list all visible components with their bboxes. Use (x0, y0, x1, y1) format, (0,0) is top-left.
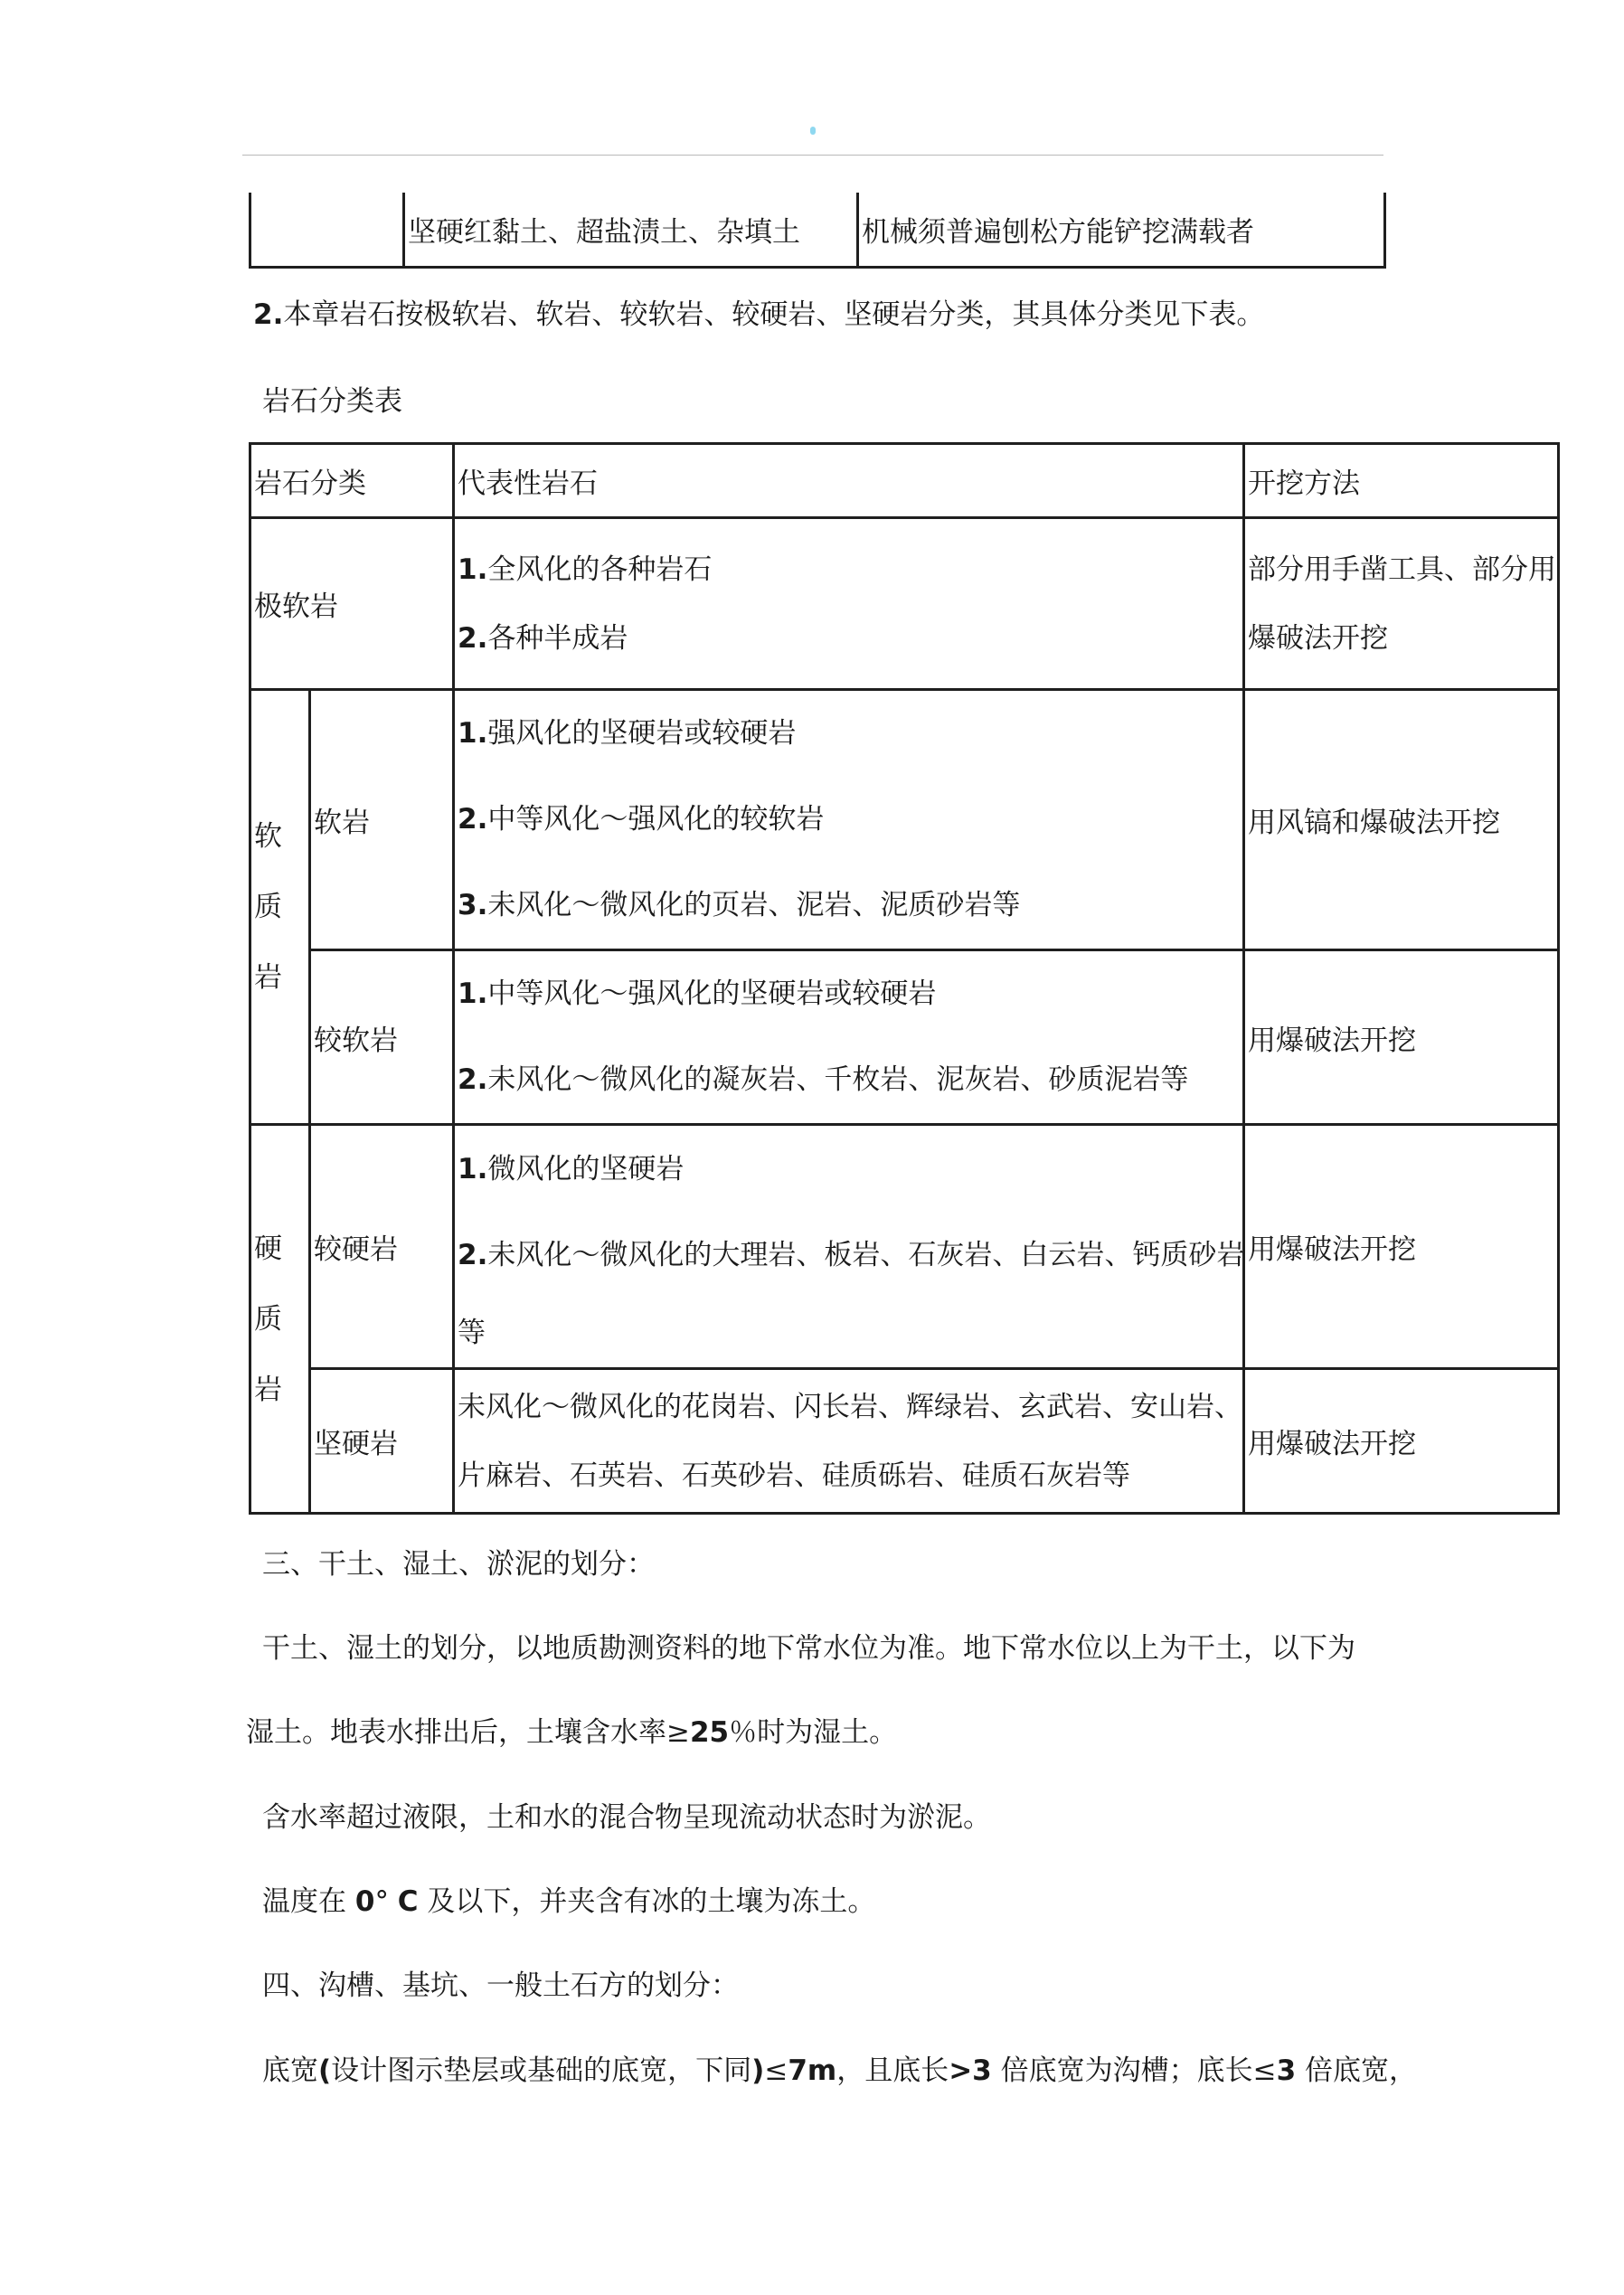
rock-items (454, 1369, 1244, 1514)
item-text: 片麻岩、石英岩、石英砂岩、硅质砾岩、硅质石灰岩等 (458, 1459, 1130, 1492)
text-span: ( (318, 2054, 332, 2087)
group-char: 硬 (254, 1232, 282, 1265)
paragraph-line: 干土、湿土的划分，以地质勘测资料的地下常水位为准。地下常水位以上为干土，以下为 (262, 1632, 1355, 1665)
number: 25 (689, 1716, 730, 1749)
item-text: 中等风化～强风化的坚硬岩或较硬岩 (487, 978, 937, 1010)
rock-items (454, 950, 1244, 1125)
table-row (250, 518, 1559, 690)
text-span: 倍底宽为沟槽；底长≤ (991, 2054, 1277, 2087)
text-span: 及以下，并夹含有冰的土壤为冻土。 (418, 1885, 876, 1918)
excavation-method (1244, 518, 1559, 690)
table-cell: 坚硬红黏土、超盐渍土、杂填土 (404, 193, 858, 268)
item-text-continuation: 等 (458, 1316, 486, 1349)
rock-name: 较软岩 (310, 950, 454, 1125)
group-label-hard (250, 1125, 310, 1514)
table-row (250, 950, 1559, 1125)
rock-name: 较硬岩 (310, 1125, 454, 1369)
group-label-soft (250, 690, 310, 1125)
intro-text: 本章岩石按极软岩、软岩、较软岩、较硬岩、坚硬岩分类，其具体分类见下表。 (283, 298, 1265, 331)
rock-name: 极软岩 (250, 518, 454, 690)
paragraph-line (262, 2047, 1417, 2088)
item-number: 2. (458, 621, 488, 655)
item-number: 3. (458, 889, 488, 921)
table-row (250, 1125, 1559, 1369)
section-heading-3: 三、干土、湿土、淤泥的划分： (262, 1548, 655, 1581)
header-representative-rock: 代表性岩石 (454, 444, 1244, 518)
item-number: 1. (458, 978, 488, 1010)
excavation-method: 用爆破法开挖 (1244, 1369, 1559, 1514)
text-span: ° (374, 1885, 398, 1918)
text-span: ) (751, 2054, 765, 2087)
table-cell: 机械须普遍刨松方能铲挖满载者 (858, 193, 1385, 268)
item-text: 中等风化～强风化的较软岩 (487, 803, 825, 836)
text-span: ，且底长 (836, 2054, 949, 2087)
text-span: 湿土。地表水排出后，土壤含水率≥ (246, 1716, 690, 1749)
paragraph-line: 含水率超过液限，土和水的混合物呈现流动状态时为淤泥。 (262, 1801, 991, 1834)
item-number: 2. (458, 1238, 488, 1271)
intro-paragraph (253, 291, 1264, 332)
method-line: 爆破法开挖 (1248, 621, 1388, 655)
item-text: 强风化的坚硬岩或较硬岩 (487, 717, 797, 750)
rock-name: 软岩 (310, 690, 454, 950)
table-row (250, 193, 1385, 268)
group-char: 岩 (254, 961, 282, 994)
rock-name: 坚硬岩 (310, 1369, 454, 1514)
item-number: 2. (458, 803, 488, 836)
header-rule (242, 155, 1383, 156)
text-span: 倍底宽， (1296, 2054, 1418, 2087)
unit: C (397, 1885, 419, 1918)
item-number: 2. (458, 1063, 488, 1096)
table-row (250, 690, 1559, 950)
item-text: 未风化～微风化的大理岩、板岩、石灰岩、白云岩、钙质砂岩 (487, 1238, 1245, 1271)
top-table-fragment (249, 193, 1386, 269)
rock-items (454, 690, 1244, 950)
table-cell (250, 193, 404, 268)
item-text: 未风化～微风化的凝灰岩、千枚岩、泥灰岩、砂质泥岩等 (487, 1063, 1189, 1096)
item-number: 2. (253, 298, 284, 331)
group-char: 质 (254, 1302, 282, 1336)
paragraph-line (262, 1878, 875, 1919)
header-mark (810, 127, 816, 135)
table-row (250, 1369, 1559, 1514)
header-rock-class: 岩石分类 (250, 444, 454, 518)
item-text: 未风化～微风化的花岗岩、闪长岩、辉绿岩、玄武岩、安山岩、 (458, 1390, 1242, 1423)
item-number: 1. (458, 552, 488, 586)
text-span: ％时为湿土。 (729, 1716, 898, 1749)
excavation-method: 用爆破法开挖 (1244, 950, 1559, 1125)
header-excavation-method: 开挖方法 (1244, 444, 1559, 518)
group-char: 质 (254, 891, 282, 923)
rock-items (454, 518, 1244, 690)
table-header-row (250, 444, 1559, 518)
text-span: 底宽 (262, 2054, 318, 2087)
rock-items (454, 1125, 1244, 1369)
item-text: 未风化～微风化的页岩、泥岩、泥质砂岩等 (487, 889, 1021, 921)
number: 7m (788, 2054, 837, 2087)
excavation-method: 用风镐和爆破法开挖 (1244, 690, 1559, 950)
text-span: 温度在 (262, 1885, 355, 1918)
item-number: 1. (458, 717, 488, 750)
group-char: 软 (254, 820, 282, 853)
section-heading-4: 四、沟槽、基坑、一般土石方的划分： (262, 1969, 739, 2002)
excavation-method: 用爆破法开挖 (1244, 1125, 1559, 1369)
group-char: 岩 (254, 1373, 282, 1406)
text-span: 设计图示垫层或基础的底宽，下同 (331, 2054, 752, 2087)
item-text: 微风化的坚硬岩 (487, 1152, 685, 1185)
rock-classification-table (249, 442, 1560, 1515)
item-number: 1. (458, 1152, 488, 1185)
number: >3 (949, 2054, 992, 2087)
method-line: 部分用手凿工具、部分用 (1248, 552, 1556, 586)
table-title: 岩石分类表 (262, 385, 402, 418)
text-span: ≤ (764, 2054, 788, 2087)
number: 3 (1276, 2054, 1297, 2087)
item-text: 全风化的各种岩石 (487, 552, 713, 586)
paragraph-line (246, 1709, 897, 1750)
number: 0 (354, 1885, 375, 1918)
item-text: 各种半成岩 (487, 621, 628, 655)
